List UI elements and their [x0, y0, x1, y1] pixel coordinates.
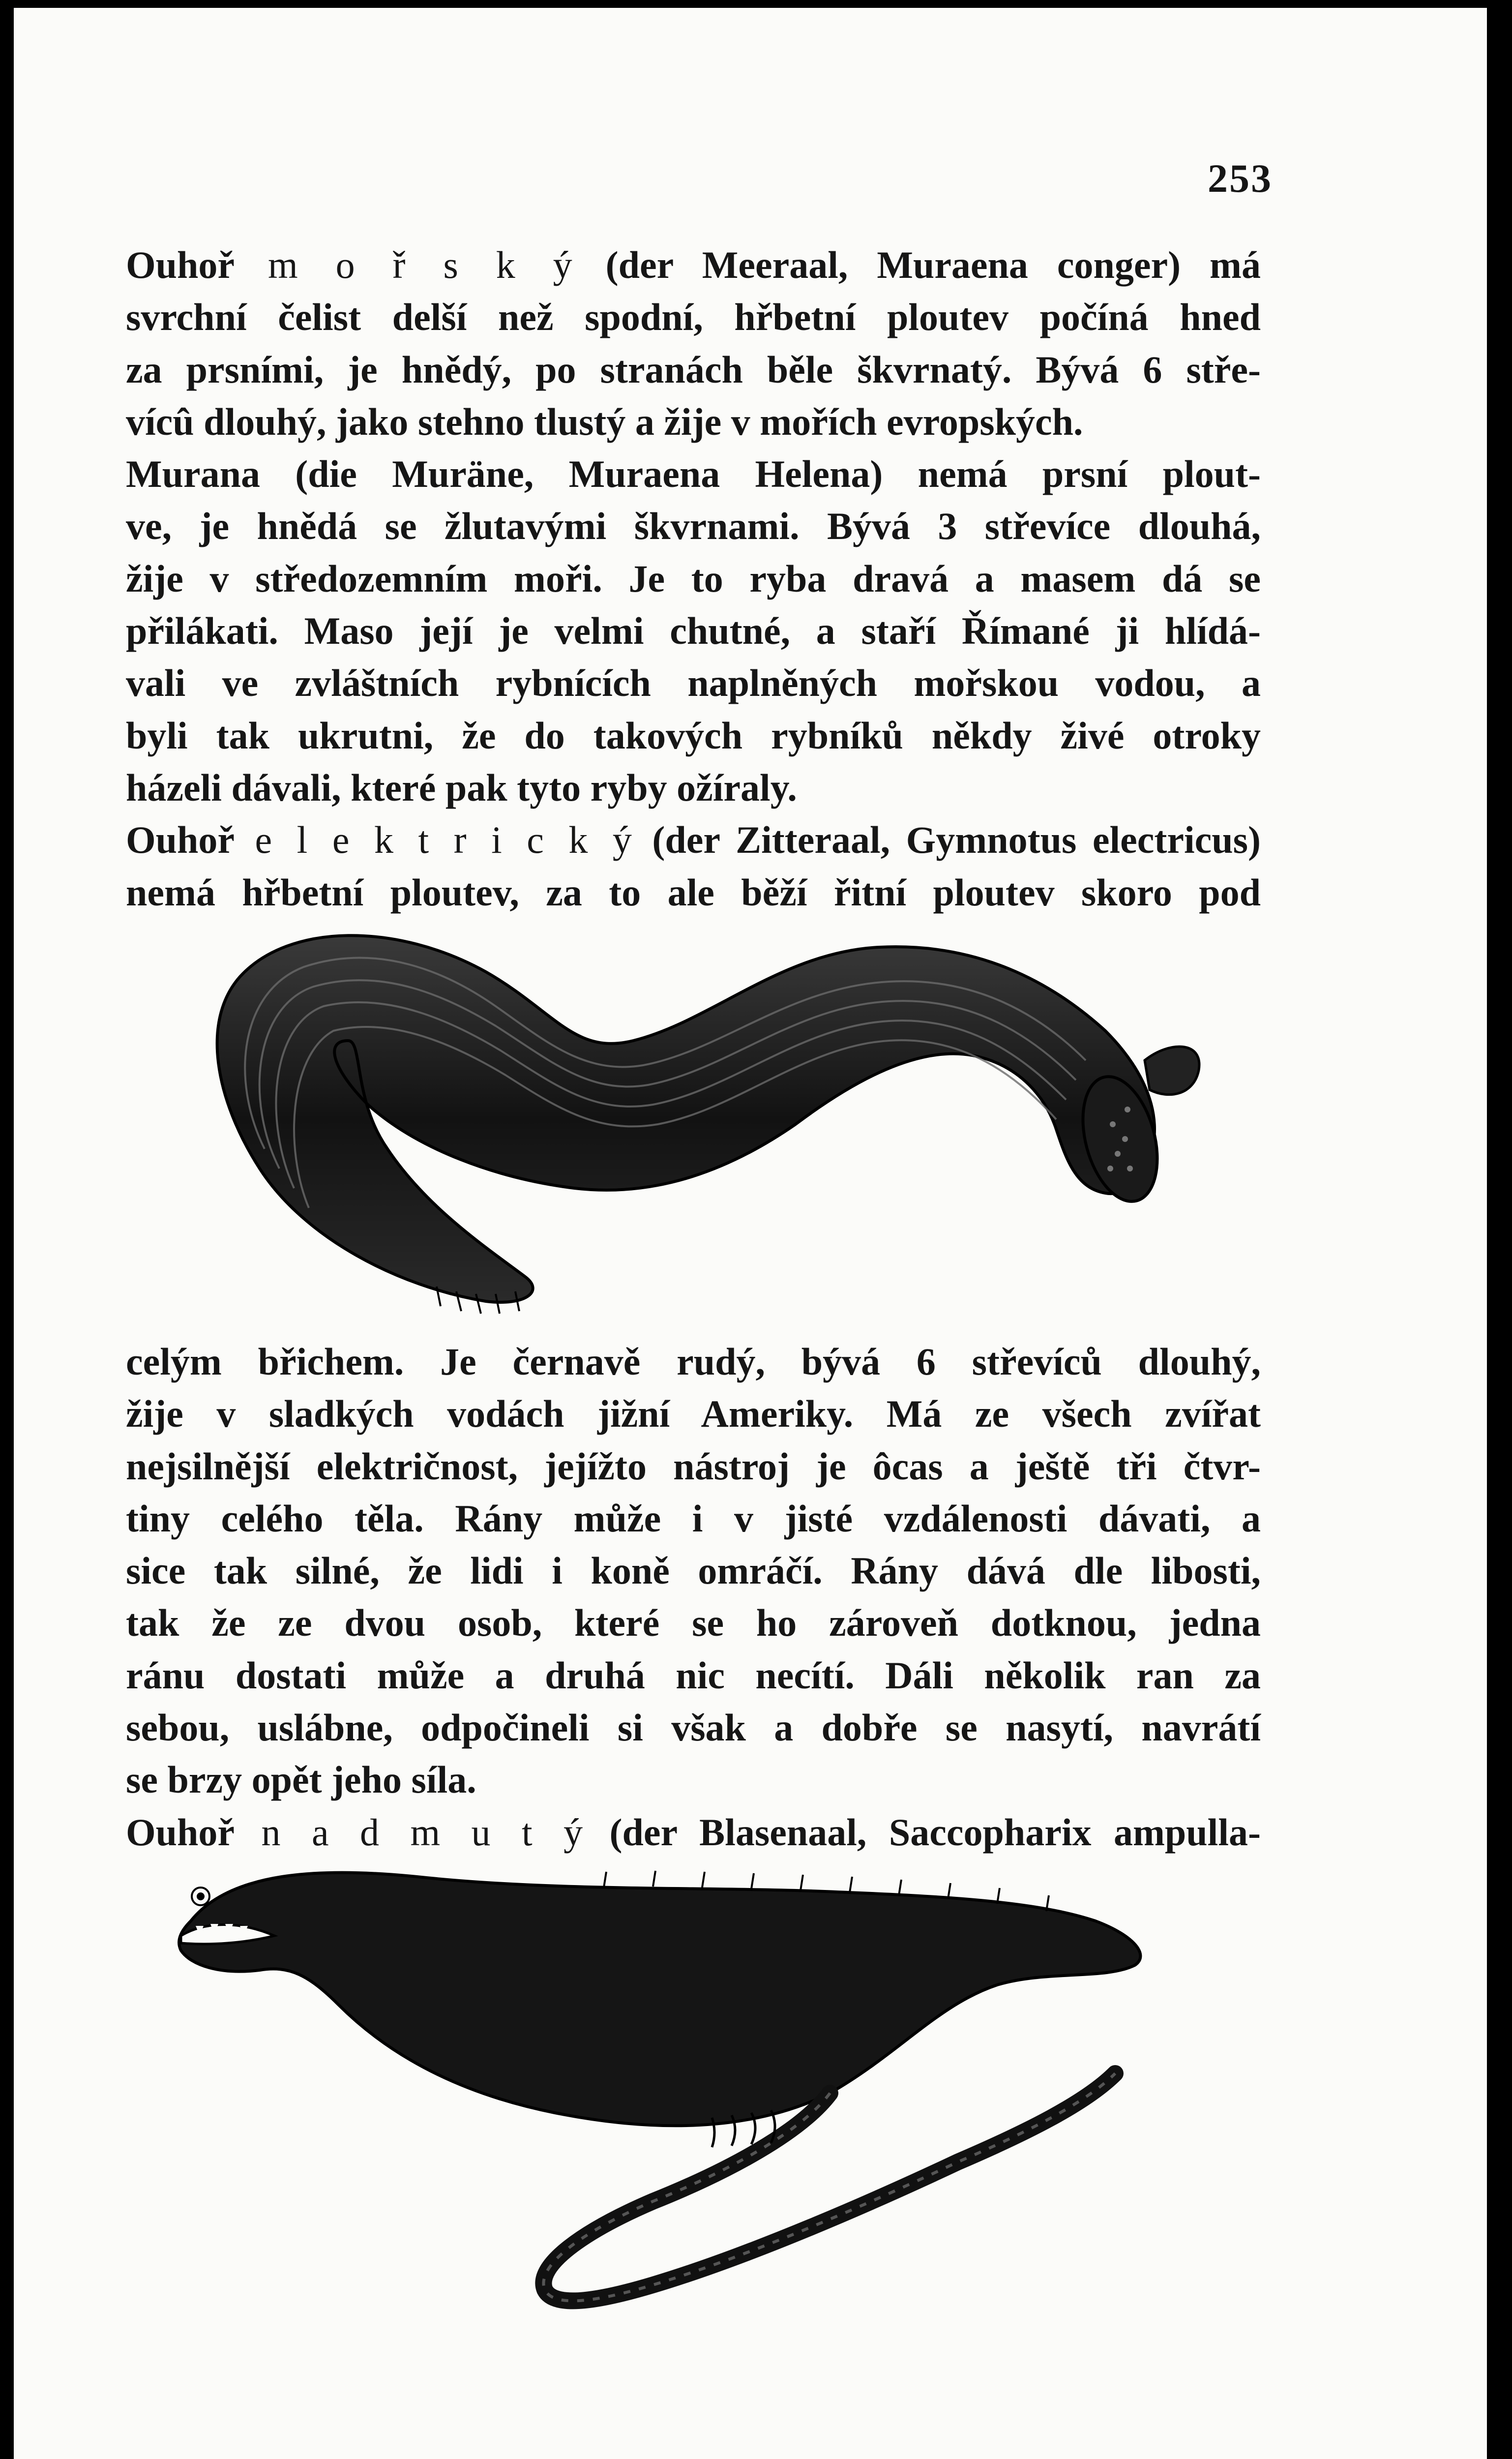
book-page	[14, 8, 1487, 2459]
eel-body	[217, 935, 1155, 1302]
line: vali ve zvláštních rybnících naplněných mořskou vodou, a	[126, 661, 1261, 705]
line: za prsními, je hnědý, po stranách běle škvrnatý. Bývá 6 stře-	[126, 348, 1261, 391]
line: vícû dlouhý, jako stehno tlustý a žije v mořích evropských.	[126, 400, 1083, 443]
line: sice tak silné, že lidi i koně omráčí. Rány dává dle libosti,	[126, 1549, 1261, 1592]
line: svrchní čelist delší než spodní, hřbetní ploutev počíná hned	[126, 296, 1261, 339]
line: Ouhoř m o ř s k ý (der Meeraal, Muraena conger) má	[126, 243, 1261, 286]
line: tak že ze dvou osob, které se ho zároveň dotknou, jedna	[126, 1601, 1261, 1645]
line: sebou, uslábne, odpočineli si však a dobře se nasytí, navrátí	[126, 1706, 1261, 1749]
line: házeli dávali, které pak tyto ryby ožíraly.	[126, 766, 797, 809]
line: Ouhoř n a d m u t ý (der Blasenaal, Saccopharix ampulla-	[126, 1810, 1261, 1854]
line: nejsilnější električnost, jejížto nástroj je ôcas a ještě tři čtvr-	[126, 1444, 1261, 1488]
line: ránu dostati může a druhá nic necítí. Dáli několik ran za	[126, 1653, 1261, 1697]
line: žije v středozemním moři. Je to ryba dravá a masem dá se	[126, 557, 1261, 600]
line: přilákati. Maso její je velmi chutné, a staří Římané ji hlídá-	[126, 609, 1261, 653]
line: nemá hřbetní ploutev, za to ale běží řitní ploutev skoro pod	[126, 870, 1261, 914]
line: byli tak ukrutni, že do takových rybníků někdy živé otroky	[126, 714, 1261, 757]
text-block-top	[126, 239, 1261, 919]
saccopharynx-illustration	[161, 1857, 1292, 2349]
line: žije v sladkých vodách jižní Ameriky. Má ze všech zvířat	[126, 1392, 1261, 1436]
line: tiny celého těla. Rány může i v jisté vzdálenosti dávati, a	[126, 1497, 1261, 1540]
line: Murana (die Muräne, Muraena Helena) nemá prsní plout-	[126, 452, 1261, 496]
line: ve, je hnědá se žlutavými škvrnami. Bývá 3 střevíce dlouhá,	[126, 505, 1261, 548]
page-number: 253	[1208, 156, 1273, 201]
line: Ouhoř e l e k t r i c k ý (der Zitteraal, Gymnotus electricus)	[126, 818, 1261, 862]
line: celým břichem. Je černavě rudý, bývá 6 střevíců dlouhý,	[126, 1340, 1261, 1383]
electric-eel-illustration	[142, 893, 1273, 1360]
text-block-middle	[126, 1336, 1261, 1859]
saccopharynx-body	[179, 1873, 1140, 2126]
line: se brzy opět jeho síla.	[126, 1758, 476, 1801]
eel-pectoral-fin	[1145, 1047, 1199, 1095]
